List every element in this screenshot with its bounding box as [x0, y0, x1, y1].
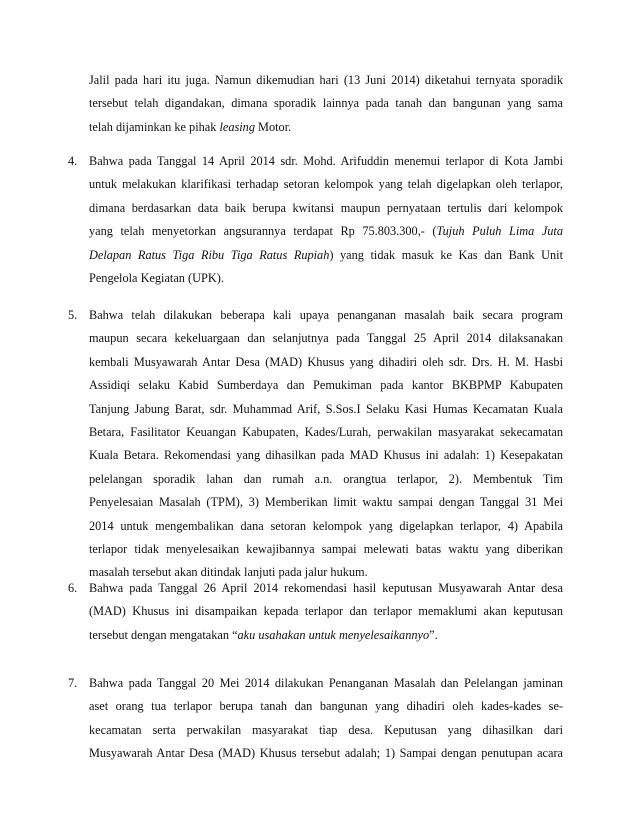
text-line: yang telah menyetorkan angsurannya terdapat Rp 75.803.300,- (Tujuh Puluh Lima Juta [89, 224, 563, 239]
text-line: Bahwa pada Tanggal 26 April 2014 rekomendasi hasil keputusan Musyawarah Antar desa [89, 581, 563, 595]
text-line: Bahwa pada Tanggal 20 Mei 2014 dilakukan Penanganan Masalah dan Pelelangan jaminan [89, 676, 563, 690]
item-number: 4. [68, 154, 78, 168]
italic-amount: Delapan Ratus Tiga Ribu Tiga Ratus Rupiah [89, 247, 330, 262]
text-line: tersebut telah digandakan, dimana sporadik lainnya pada tanah dan bangunan yang sama [89, 96, 563, 111]
text-line: maupun secara kekeluargaan dan selanjutnya pada Tanggal 25 April 2014 dilaksanakan [89, 331, 563, 346]
text-line: 2014 untuk mengembalikan dana setoran kelompok yang digelapkan terlapor, 4) Apabila [89, 518, 563, 533]
text-line: Tanjung Jabung Barat, sdr. Muhammad Arif, S.Sos.I Selaku Kasi Humas Kecamatan Kuala [89, 401, 563, 416]
text-line: Musyawarah Antar Desa (MAD) Khusus tersebut adalah; 1) Sampai dengan penutupan acara [89, 746, 563, 761]
text-line: Penyelesaian Masalah (TPM), 3) Memberikan limit waktu sampai dengan Tanggal 31 Mei [89, 495, 563, 510]
item-7-paragraph [89, 672, 563, 766]
item-5-paragraph [89, 304, 563, 585]
text-line: untuk melakukan klarifikasi terhadap setoran kelompok yang telah digelapkan oleh terlapor, [89, 177, 563, 192]
text-line: dimana berdasarkan data baik berupa kwitansi maupun pernyataan tertulis dari kelompok [89, 200, 563, 215]
text-line: aset orang tua terlapor berupa tanah dan bangunan yang dihadiri oleh kades-kades se- [89, 699, 563, 714]
text-line: Bahwa pada Tanggal 14 April 2014 sdr. Mohd. Arifuddin menemui terlapor di Kota Jambi [89, 154, 563, 168]
continuation-paragraph [89, 69, 563, 139]
text-line: kecamatan serta perwakilan masyarakat tiap desa. Keputusan yang dihasilkan dari [89, 722, 563, 737]
text-line: pelelangan sporadik lahan dan rumah a.n. orangtua terlapor, 2). Membentuk Tim [89, 471, 563, 486]
text-line: (MAD) Khusus ini disampaikan kepada terlapor dan terlapor memaklumi akan keputusan [89, 604, 563, 619]
item-number: 5. [68, 308, 78, 322]
text-line: telah dijaminkan ke pihak leasing Motor. [89, 119, 292, 134]
item-4-paragraph [89, 150, 563, 290]
text-line: Jalil pada hari itu juga. Namun dikemudian hari (13 Juni 2014) diketahui ternyata sporadik [89, 73, 563, 87]
italic-quote: aku usahakan untuk menyelesaikannyo [237, 627, 430, 642]
item-number: 6. [68, 581, 78, 595]
text-line: masalah tersebut akan ditindak lanjuti pada jalur hukum. [89, 565, 368, 580]
text-line: Betara, Fasilitator Keuangan Kabupaten, Kades/Lurah, perwakilan masyarakat sekecamatan [89, 425, 563, 440]
item-6-paragraph [89, 577, 563, 647]
italic-amount: Tujuh Puluh Lima Juta [436, 224, 563, 239]
italic-term: leasing [219, 119, 255, 134]
text-line: Bahwa telah dilakukan beberapa kali upaya penanganan masalah baik secara program [89, 308, 563, 322]
text-line: Delapan Ratus Tiga Ribu Tiga Ratus Rupiah) yang tidak masuk ke Kas dan Bank Unit [89, 247, 563, 262]
text-line: Kuala Betara. Rekomendasi yang dihasilkan pada MAD Khusus ini adalah: 1) Kesepakatan [89, 448, 563, 463]
text-line: Pengelola Kegiatan (UPK). [89, 271, 224, 286]
text-line: tersebut dengan mengatakan “aku usahakan untuk menyelesaikannyo”. [89, 627, 438, 642]
text-line: Assidiqi selaku Kabid Sumberdaya dan Pemukiman pada kantor BKBPMP Kabupaten [89, 378, 563, 393]
text-line: terlapor tidak menyelesaikan kewajibannya sampai melewati batas waktu yang diberikan [89, 542, 563, 557]
text-line: kembali Musyawarah Antar Desa (MAD) Khusus yang dihadiri oleh sdr. Drs. H. M. Hasbi [89, 354, 563, 369]
item-number: 7. [68, 676, 78, 690]
